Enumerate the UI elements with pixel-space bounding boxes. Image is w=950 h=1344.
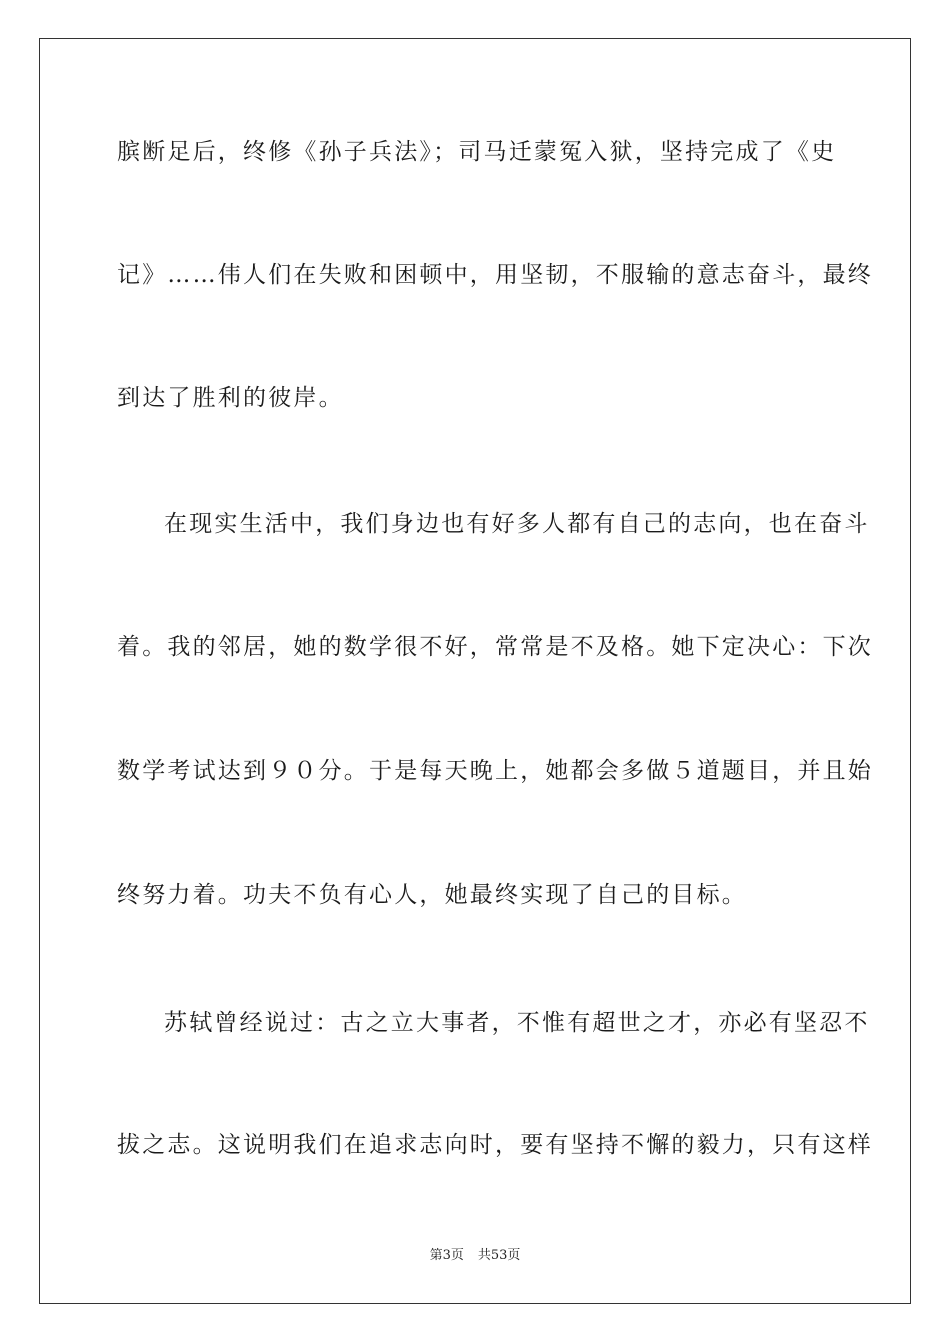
page-border [39,38,911,1304]
text-line: 膑断足后，终修《孙子兵法》；司马迁蒙冤入狱，坚持完成了《史 [117,139,837,165]
text-line: 着。我的邻居，她的数学很不好，常常是不及格。她下定决心：下次 [117,634,873,660]
page-total: 共53页 [477,1248,521,1263]
text-line: 终努力着。功夫不负有心人，她最终实现了自己的目标。 [117,882,747,908]
page-footer [0,1247,950,1265]
paragraph-start-line: 苏轼曾经说过：古之立大事者，不惟有超世之才，亦必有坚忍不 [164,1010,870,1036]
text-line: 记》……伟人们在失败和困顿中，用坚韧，不服输的意志奋斗，最终 [117,262,873,288]
text-line: 到达了胜利的彼岸。 [117,385,344,411]
text-line: 数学考试达到９０分。于是每天晚上，她都会多做５道题目，并且始 [117,758,873,784]
text-line: 拔之志。这说明我们在追求志向时，要有坚持不懈的毅力，只有这样 [117,1132,873,1158]
paragraph-start-line: 在现实生活中，我们身边也有好多人都有自己的志向，也在奋斗 [164,511,870,537]
page-number: 第3页 [429,1248,464,1263]
